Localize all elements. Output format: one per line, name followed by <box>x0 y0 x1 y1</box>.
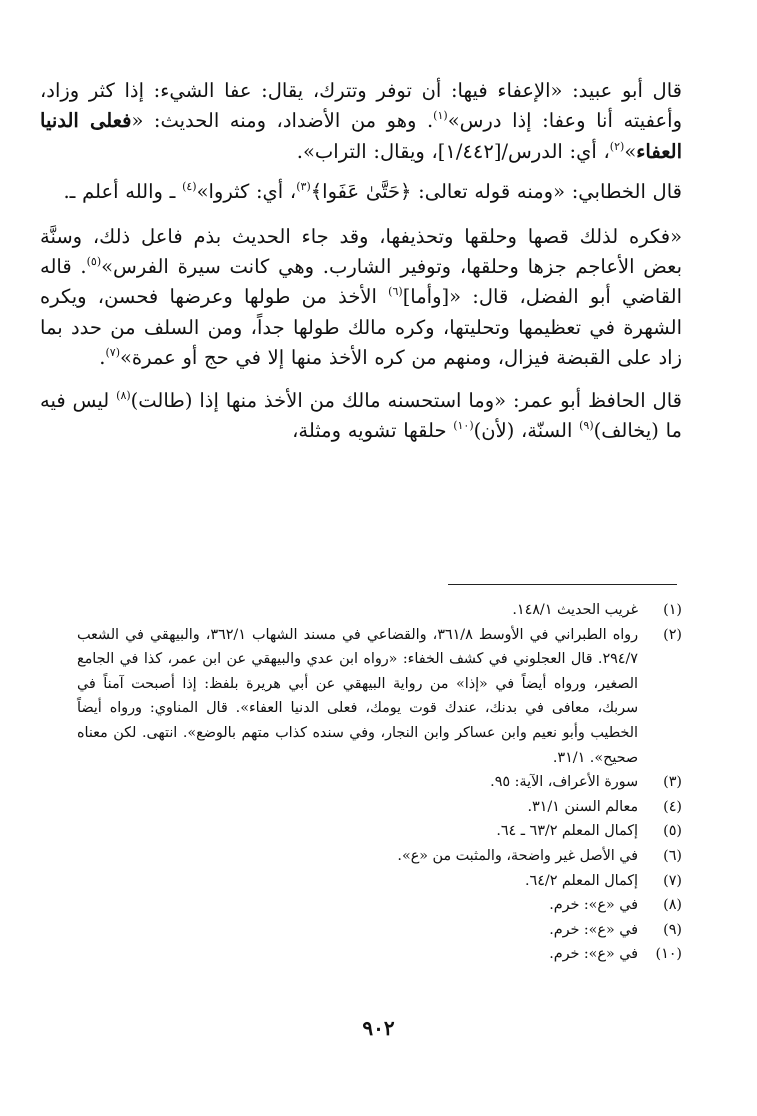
footnote-7 <box>77 869 682 894</box>
text-span: ليس فيه ما (يخالف) <box>40 388 682 443</box>
footnote-number: (٤) <box>663 798 682 815</box>
footnote-text: في الأصل غير واضحة، والمثبت من «ع». <box>397 847 638 864</box>
footnote-10 <box>77 942 682 967</box>
text-span: ـ والله أعلم ـ. <box>63 180 183 204</box>
footnotes <box>77 598 682 967</box>
text-span: . <box>99 346 106 370</box>
footnote-number: (٣) <box>663 774 682 791</box>
footnote-ref-9[interactable]: (٩) <box>579 418 594 432</box>
text-span: حلقها تشويه ومثلة، <box>292 419 454 443</box>
footnote-text: في «ع»: خرم. <box>549 921 638 938</box>
text-span: » <box>624 139 637 163</box>
footnote-4 <box>77 795 682 820</box>
footnote-6 <box>77 844 682 869</box>
footnote-5 <box>77 819 682 844</box>
footnote-number: (٥) <box>663 823 682 840</box>
footnote-8 <box>77 893 682 918</box>
footnote-ref-5[interactable]: (٥) <box>86 254 102 268</box>
text-span: السنّة، (لأن) <box>473 419 580 443</box>
footnote-text: غريب الحديث ١٤٨/١. <box>512 602 638 618</box>
footnote-number: (٦) <box>663 847 682 864</box>
text-span: قال الحافظ أبو عمر: «وما استحسنه مالك من الأخذ منها إذا (طالت) <box>130 388 682 412</box>
footnote-1 <box>77 598 682 623</box>
footnote-number: (١٠) <box>655 946 682 963</box>
text-span: ، أي: كثروا» <box>196 180 297 204</box>
text-span: . وهو من الأضداد، ومنه الحديث: « <box>131 109 434 133</box>
footnote-2 <box>77 623 682 771</box>
footnote-divider <box>448 584 677 585</box>
paragraph-abu-ubaid <box>40 76 682 167</box>
footnote-text: معالم السنن ٣١/١. <box>527 798 638 815</box>
text-span: الأخذ من طولها وعرضها فحسن، ويكره الشهرة في تعظيمها وتحليتها، وكره مالك طولها جداً، ومن السلف من حدد بما زاد على القبضة فيزال، ومنهم من كره الأخذ منها إلا في حج أو عمرة» <box>40 285 682 370</box>
footnote-number: (١) <box>663 602 682 618</box>
page-number: ٩٠٢ <box>362 1016 395 1040</box>
footnote-ref-6[interactable]: (٦) <box>388 285 403 299</box>
paragraph-khattabi <box>40 177 682 207</box>
footnote-number: (٨) <box>663 897 682 914</box>
footnote-ref-8[interactable]: (٨) <box>116 388 131 402</box>
footnote-ref-2[interactable]: (٢) <box>609 139 625 153</box>
footnote-ref-10[interactable]: (١٠) <box>453 418 474 432</box>
footnote-text: رواه الطبراني في الأوسط ٣٦١/٨، والقضاعي في مسند الشهاب ٣٦٢/١، والبيهقي في الشعب ٢٩٤/٧. قال العجلوني في كشف الخفاء: «رواه ابن عدي والبيهقي عن ابن عمر، كذا في الجامع الصغير، ورواه أيضاً في «إذا» من رواية البيهقي عن أبي هريرة بلفظ: إذا أصبحت آمناً في سربك، معافى في بدنك، عندك قوت يومك، فعلى الدنيا العفاء». قال المناوي: ورواه أيضاً الخطيب وأبو نعيم وابن عساكر وابن النجار، وفي سنده كذاب متهم بالوضع». انتهى. لكن معناه صحيح». ٣١/١. <box>77 626 638 766</box>
footnote-number: (٢) <box>663 626 682 643</box>
text-span: ، أي: الدرس/[١/٤٤٢]، ويقال: التراب». <box>296 139 610 163</box>
footnote-text: سورة الأعراف، الآية: ٩٥. <box>490 774 638 791</box>
paragraph-qadi <box>40 222 682 374</box>
footnote-text: في «ع»: خرم. <box>549 897 638 914</box>
footnote-text: في «ع»: خرم. <box>549 946 638 963</box>
paragraph-abu-umar <box>40 386 682 447</box>
footnote-ref-7[interactable]: (٧) <box>105 346 120 359</box>
footnote-ref-3[interactable]: (٣) <box>296 179 311 193</box>
footnote-number: (٩) <box>663 921 682 938</box>
footnote-ref-1[interactable]: (١) <box>433 109 448 123</box>
footnote-3 <box>77 770 682 795</box>
text-span: «فكره لذلك قصها وحلقها وتحذيفها، وقد جاء الحديث بذم فاعل ذلك، وسنَّة بعض الأعاجم جزها وحلقها، وتوفير الشارب. وهي كانت سيرة الفرس» <box>40 224 682 279</box>
text-span: قال الخطابي: «ومنه قوله تعالى: ﴿حَتَّىٰ عَفَوا﴾ <box>310 180 682 204</box>
footnote-9 <box>77 918 682 943</box>
text-span: . قاله القاضي أبو الفضل، قال: «[وأما] <box>40 255 682 309</box>
footnote-text: إكمال المعلم ٦٤/٢. <box>524 872 638 889</box>
text-span: قال أبو عبيد: «الإعفاء فيها: أن توفر وتترك، يقال: عفا الشيء: إذا كثر وزاد، وأعفيته أنا وعفا: إذا درس» <box>40 79 683 133</box>
footnote-text: إكمال المعلم ٦٣/٢ ـ ٦٤. <box>496 823 638 840</box>
footnote-ref-4[interactable]: (٤) <box>182 179 197 193</box>
hadith-quote: فعلى الدنيا العفاء <box>40 109 682 163</box>
footnote-number: (٧) <box>663 872 682 889</box>
main-text <box>40 62 682 456</box>
